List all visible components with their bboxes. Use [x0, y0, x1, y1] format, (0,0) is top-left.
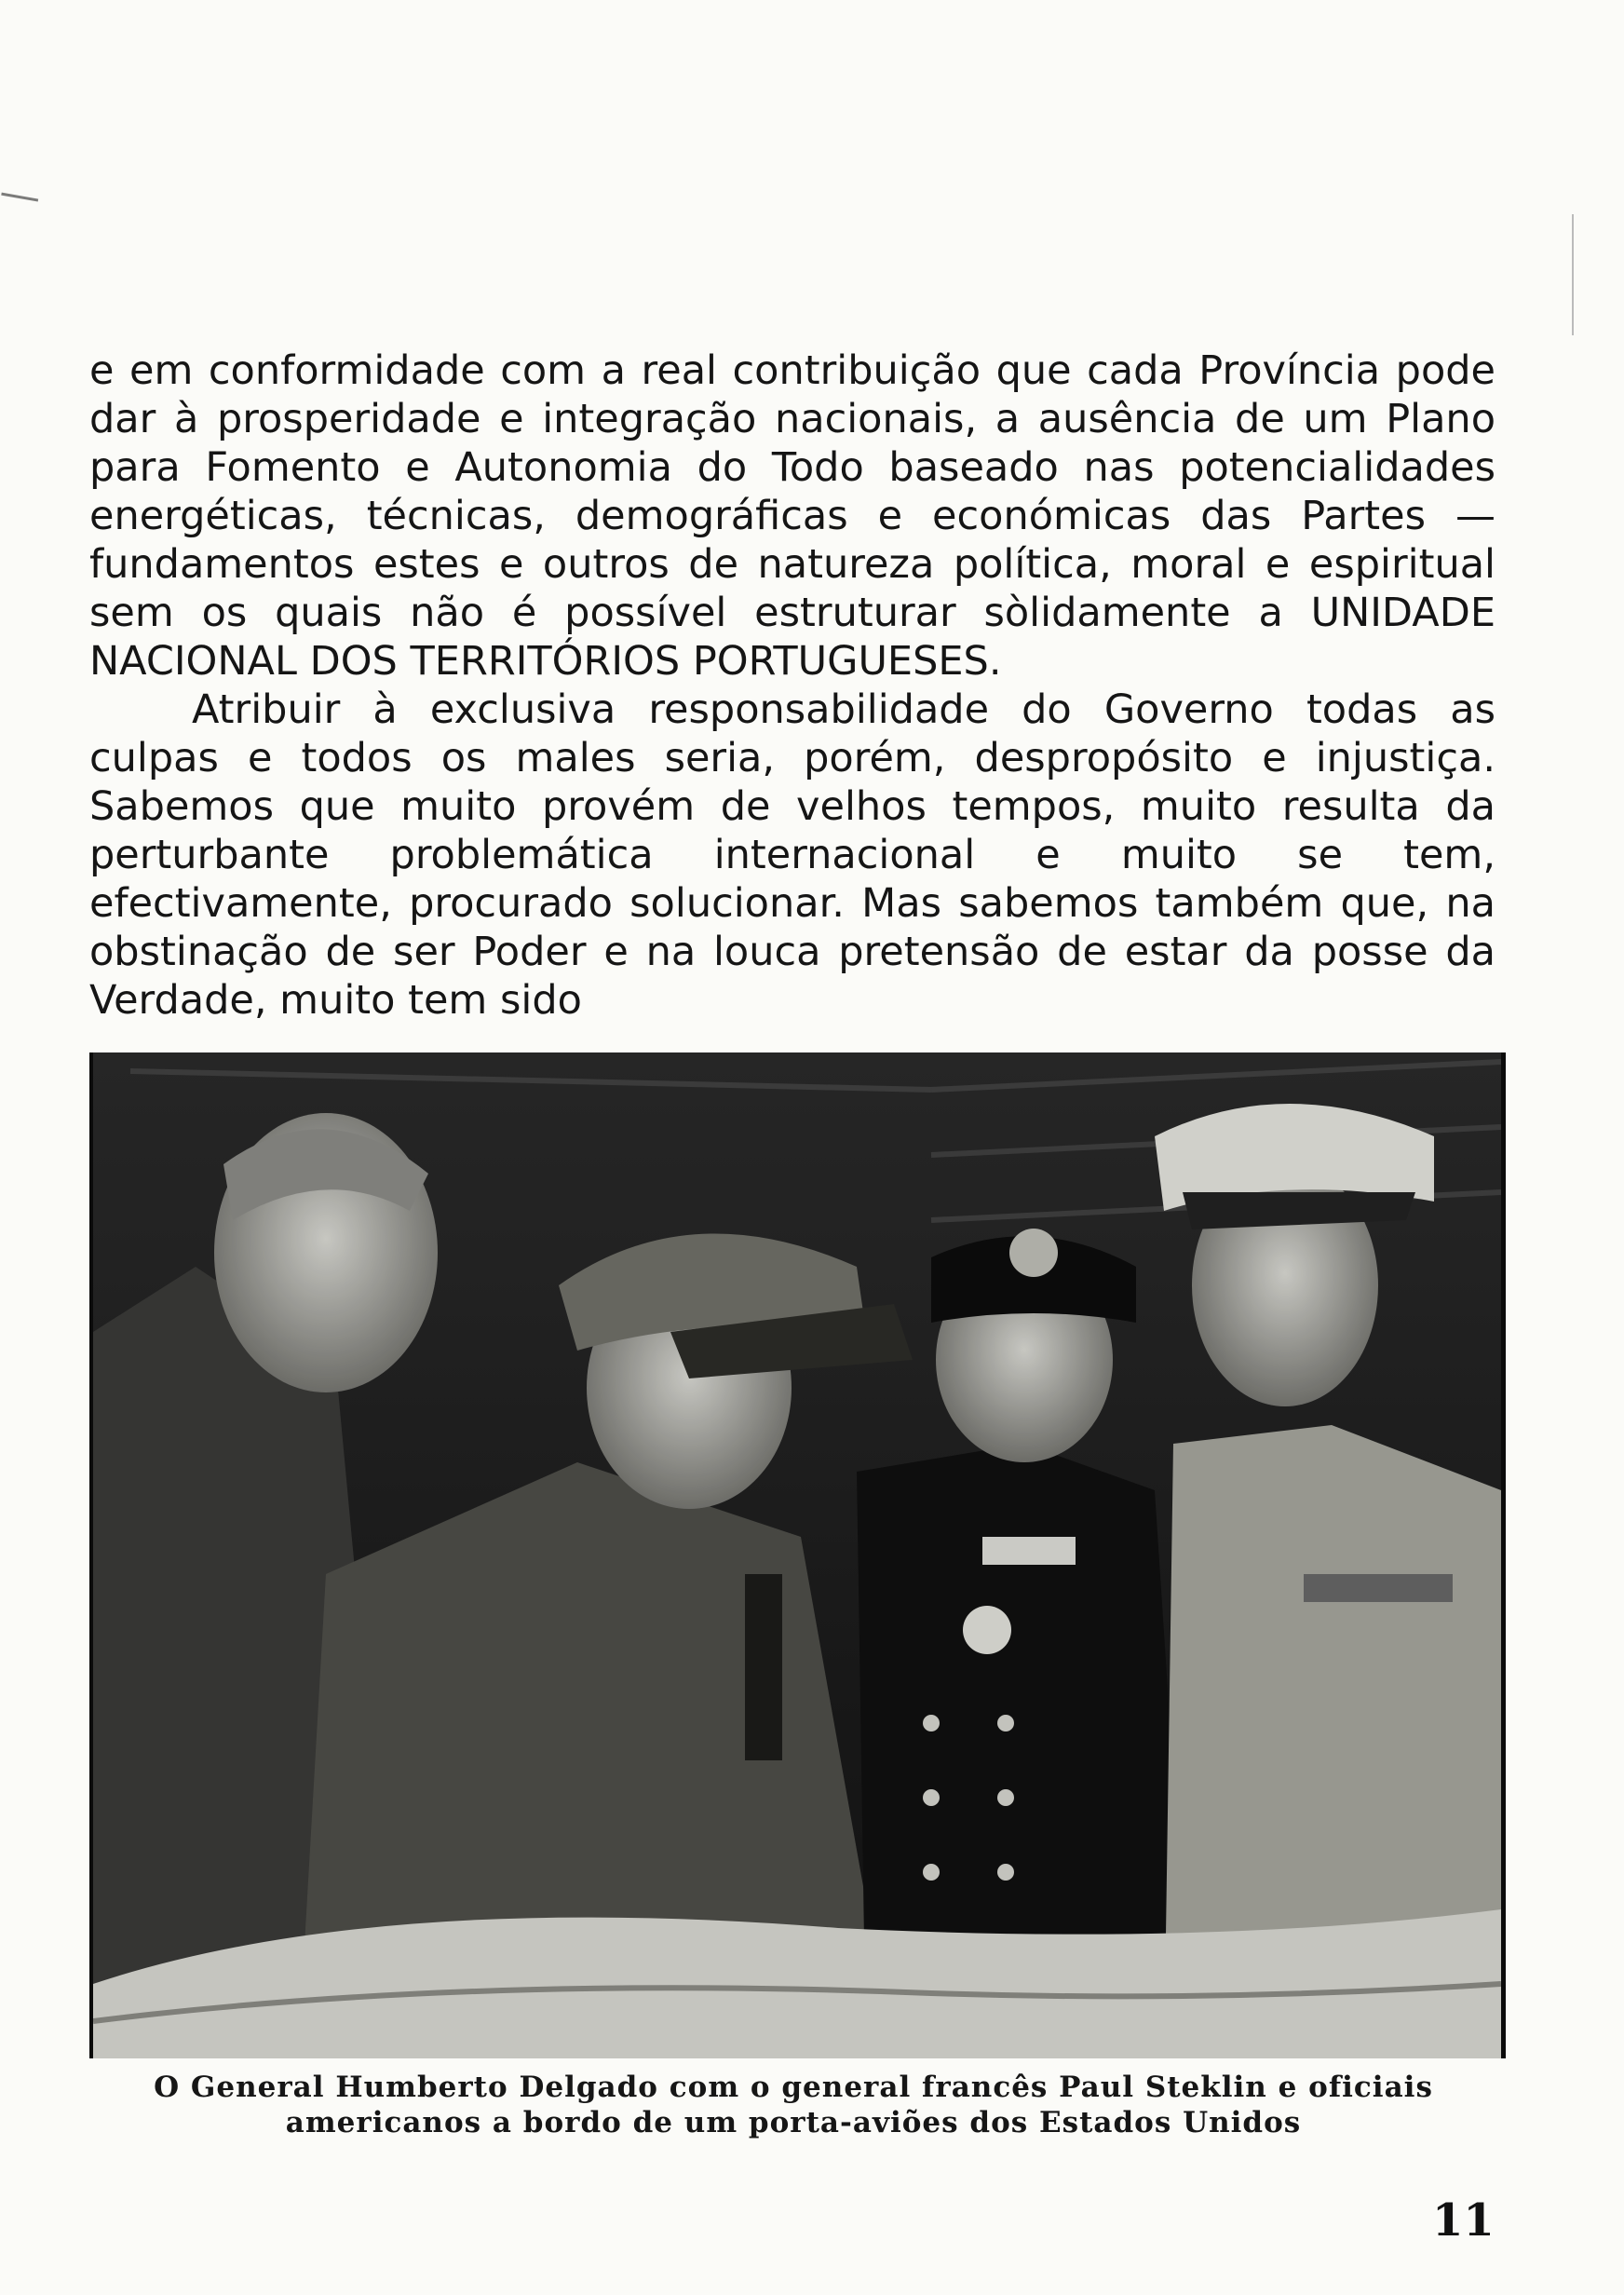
- photo-illustration: [93, 1052, 1501, 2058]
- page-number: 11: [1432, 2194, 1495, 2247]
- photograph: [89, 1052, 1506, 2058]
- caption-line: O General Humberto Delgado com o general francês Paul Steklin e oficiais: [154, 2071, 1433, 2104]
- paragraph: Atribuir à exclusiva responsabilidade do Governo todas as culpas e todos os males seria, porém, despropósito e injustiça. Sabemos que muito provém de velhos tempos, muito resulta da perturbante problemática internacional e muito se tem, efectivamente, procurado solucionar. Mas sabemos também que, na obstinação de ser Poder e na louca pretensão de estar da posse da Verdade, muito tem sido: [89, 686, 1495, 1024]
- scan-edge-mark: [1572, 214, 1574, 335]
- paragraph: e em conformidade com a real contribuição que cada Província pode dar à prosperidade e integração nacionais, a ausência de um Plano para Fomento e Autonomia do Todo baseado nas potencialidades energéticas, técnicas, demográficas e económicas das Partes — fundamentos estes e outros de natureza política, moral e espiritual sem os quais não é possível estruturar sòlidamente a UNIDADE NACIONAL DOS TERRITÓRIOS PORTUGUESES.: [89, 347, 1495, 685]
- caption-line: americanos a bordo de um porta-aviões dos Estados Unidos: [285, 2106, 1302, 2139]
- body-text: [89, 346, 1495, 1025]
- photo-caption: [89, 2070, 1497, 2140]
- scan-mark: [0, 193, 38, 215]
